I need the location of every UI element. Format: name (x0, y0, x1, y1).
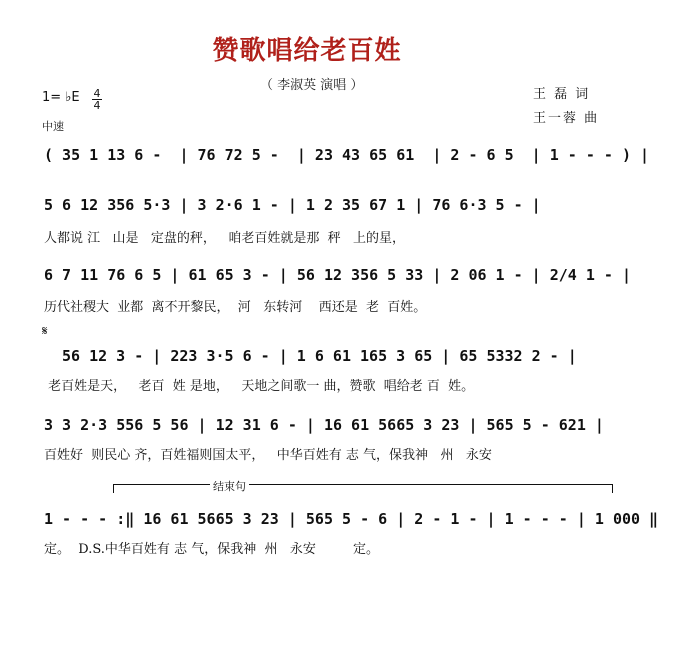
score-line-6-notes: 1 - - - :‖ 16 61 5665 3 23 | 565 5 - 6 | 2 - 1 - | 1 - - - | 1 000 ‖ (44, 510, 659, 528)
lyricist-credit: 王 磊 词 (533, 87, 591, 102)
score-line-1-notes: ( 35 1 13 6 - | 76 72 5 - | 23 43 65 61 | 2 - 6 5 | 1 - - - ) | (44, 146, 650, 164)
segno-sign: 𝄋 (42, 324, 48, 339)
ending-bracket (113, 484, 613, 495)
score-line-2-notes: 5 6 12 356 5·3 | 3 2·6 1 - | 1 2 35 67 1 | 76 6·3 5 - | (44, 196, 541, 214)
ending-label: 结束句 (210, 478, 249, 494)
score-line-2-lyrics: 人都说 江 山是 定盘的秤， 咱老百姓就是那 秤 上的星， (44, 231, 405, 246)
score-line-5-lyrics: 百姓好 则民心 齐，百姓福则国太平， 中华百姓有 志 气，保我神 州 永安 (44, 448, 492, 463)
score-line-6-lyrics: 定。 D.S.中华百姓有 志 气，保我神 州 永安 定。 (44, 542, 380, 557)
composer-credit: 王一蓉 曲 (533, 111, 600, 126)
singer-subtitle: （ 李淑英 演唱 ） (260, 78, 364, 93)
tempo-marking: 中速 (42, 120, 64, 133)
score-line-4-notes: 56 12 3 - | 223 3·5 6 - | 1 6 61 165 3 65 | 65 5332 2 - | (62, 347, 577, 365)
time-signature (92, 88, 102, 111)
key-signature: 1= ♭E (42, 90, 80, 105)
score-line-5-notes: 3 3 2·3 556 5 56 | 12 31 6 - | 16 61 5665 3 23 | 565 5 - 621 | (44, 416, 604, 434)
page-title: 赞歌唱给老百姓 (212, 36, 402, 66)
time-top: 4 (93, 87, 101, 100)
score-line-3-lyrics: 历代社稷大 业都 离不开黎民， 河 东转河 西还是 老 百姓。 (44, 300, 427, 315)
time-bottom: 4 (93, 99, 101, 112)
score-line-4-lyrics: 老百姓是天， 老百 姓 是地， 天地之间歌一 曲，赞歌 唱给老 百 姓。 (44, 379, 475, 394)
score-line-3-notes: 6 7 11 76 6 5 | 61 65 3 - | 56 12 356 5 33 | 2 06 1 - | 2/4 1 - | (44, 266, 631, 284)
